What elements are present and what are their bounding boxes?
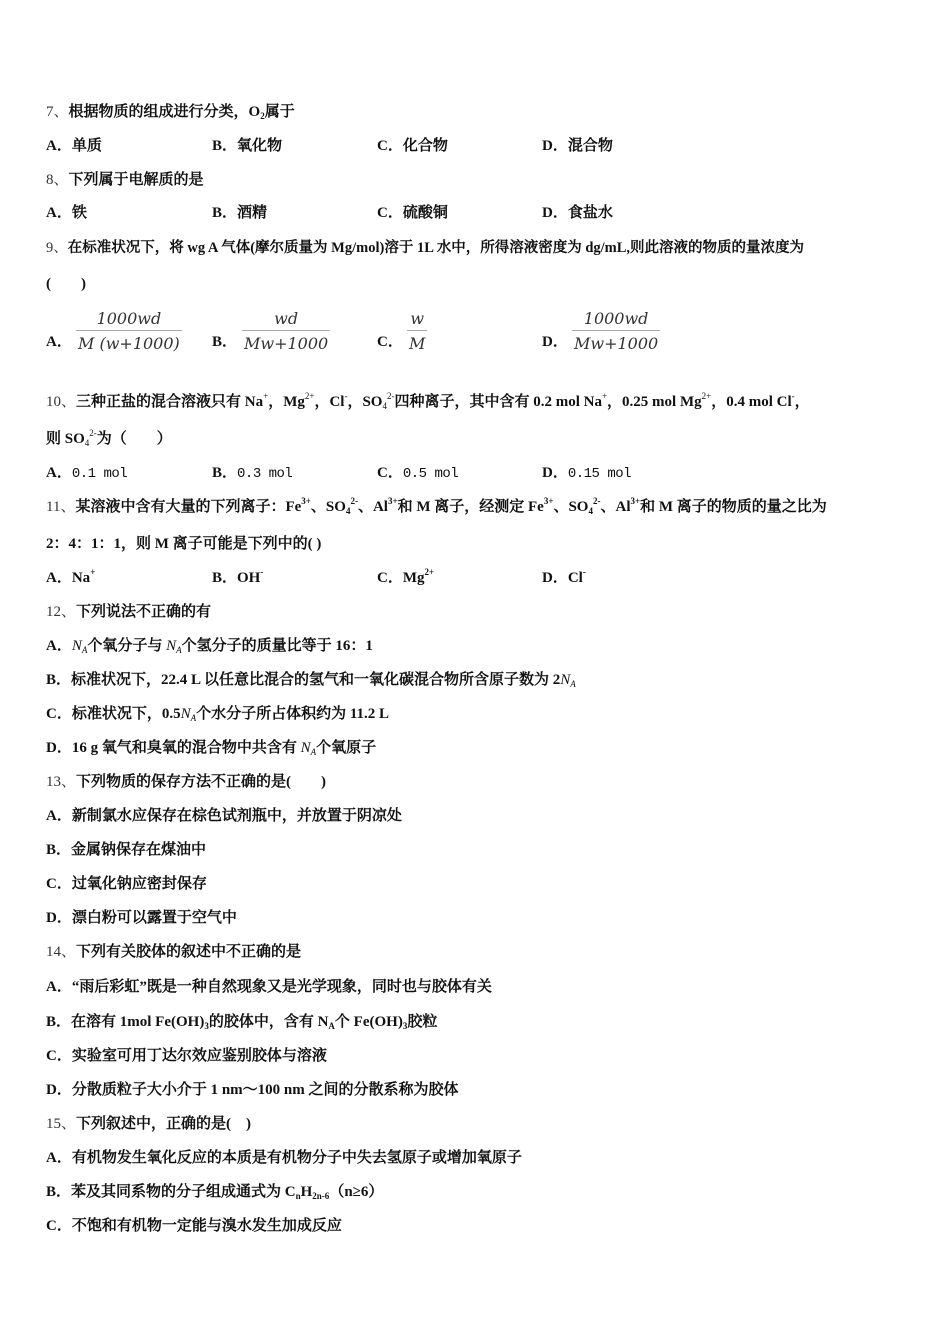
question-8-stem: 8、下列属于电解质的是 bbox=[46, 172, 204, 188]
question-11-stem-cont: 2：4：1：1，则 M 离子可能是下列中的( ) bbox=[46, 536, 322, 552]
question-11-stem: 11、某溶液中含有大量的下列离子：$Fe^{3+}$、$SO_4^{2-}$、$Al^{3+}$和 M 离子，经测定 $Fe^{3+}$、$SO_4^{2-}$、$Al^{3+}$和 M 离子的物质的量之比为 bbox=[46, 496, 827, 516]
fraction: w M bbox=[409, 309, 426, 353]
option-a[interactable]: A． 1000wd M (w+1000) bbox=[46, 309, 180, 353]
question-number: 14、 bbox=[46, 944, 77, 960]
question-number: 12、 bbox=[46, 604, 77, 620]
option-a[interactable]: A．0.1 mol bbox=[46, 465, 128, 482]
question-number: 8、 bbox=[46, 172, 69, 188]
question-12-option-a[interactable]: A．$N_A$个氧分子与 $N_A$个氢分子的质量比等于 16：1 bbox=[46, 638, 373, 655]
question-13-option-b[interactable]: B．金属钠保存在煤油中 bbox=[46, 842, 207, 858]
option-d[interactable]: D．混合物 bbox=[542, 138, 613, 154]
question-12-option-b[interactable]: B．标准状况下，22.4 L 以任意比混合的氢气和一氧化碳混合物所含原子数为 $2N_A$ bbox=[46, 672, 576, 689]
option-d[interactable]: D．食盐水 bbox=[542, 205, 613, 221]
question-9-stem-cont: ( ) bbox=[46, 276, 86, 292]
question-13-option-d[interactable]: D．漂白粉可以露置于空气中 bbox=[46, 910, 237, 926]
question-11-options bbox=[46, 568, 906, 588]
fraction: wd Mw+1000 bbox=[244, 309, 329, 353]
question-14-stem: 14、下列有关胶体的叙述中不正确的是 bbox=[46, 944, 302, 960]
question-13-option-c[interactable]: C．过氧化钠应密封保存 bbox=[46, 876, 207, 892]
option-b[interactable]: B．0.3 mol bbox=[212, 465, 293, 482]
question-15-stem: 15、下列叙述中，正确的是( ) bbox=[46, 1116, 252, 1132]
question-14-option-c[interactable]: C．实验室可用丁达尔效应鉴别胶体与溶液 bbox=[46, 1048, 327, 1064]
question-15-option-b[interactable]: B．苯及其同系物的分子组成通式为 $C_nH_{2n-6}(n\ge 6)$ bbox=[46, 1184, 384, 1201]
question-number: 11、 bbox=[46, 499, 76, 515]
option-c[interactable]: C．0.5 mol bbox=[377, 465, 459, 482]
question-14-option-d[interactable]: D．分散质粒子大小介于 1 nm～100 nm 之间的分散系称为胶体 bbox=[46, 1082, 459, 1098]
question-number: 9、 bbox=[46, 240, 68, 256]
question-number: 7、 bbox=[46, 104, 69, 120]
option-b[interactable]: B．氧化物 bbox=[212, 138, 283, 154]
question-14-option-b[interactable]: B．在溶有 1mol $Fe(OH)_3$的胶体中，含有 $N_A$个 $Fe(OH)_3$胶粒 bbox=[46, 1014, 438, 1031]
fraction: 1000wd M (w+1000) bbox=[78, 309, 180, 353]
question-15-option-c[interactable]: C．不饱和有机物一定能与溴水发生加成反应 bbox=[46, 1218, 342, 1234]
question-15-option-a[interactable]: A．有机物发生氧化反应的本质是有机物分子中失去氢原子或增加氧原子 bbox=[46, 1150, 522, 1166]
option-b[interactable]: B．酒精 bbox=[212, 205, 268, 221]
option-d[interactable]: D．Cl- bbox=[542, 567, 586, 586]
question-12-option-c[interactable]: C．标准状况下，$0.5N_A$个水分子所占体积约为 11.2 L bbox=[46, 706, 390, 723]
option-b[interactable]: B．OH- bbox=[212, 567, 264, 586]
question-10-options bbox=[46, 463, 906, 483]
question-10-stem-cont: 则 $SO_4^{2-}$为（ ） bbox=[46, 428, 172, 448]
option-c[interactable]: C．硫酸铜 bbox=[377, 205, 448, 221]
question-8-options bbox=[46, 203, 906, 223]
option-c[interactable]: C．$Mg^{2+}$ bbox=[377, 567, 435, 586]
question-13-stem: 13、下列物质的保存方法不正确的是( ) bbox=[46, 774, 327, 790]
option-a[interactable]: A．铁 bbox=[46, 205, 87, 221]
option-a[interactable]: A．Na+ bbox=[46, 567, 96, 586]
fraction-bar bbox=[572, 330, 660, 331]
option-d[interactable]: D．0.15 mol bbox=[542, 465, 632, 482]
fraction-bar bbox=[242, 330, 330, 331]
option-b[interactable]: B． wd Mw+1000 bbox=[212, 309, 329, 353]
question-number: 15、 bbox=[46, 1116, 77, 1132]
question-number: 10、 bbox=[46, 394, 77, 410]
option-a[interactable]: A．单质 bbox=[46, 138, 102, 154]
question-13-option-a[interactable]: A．新制氯水应保存在棕色试剂瓶中，并放置于阴凉处 bbox=[46, 808, 402, 824]
option-d[interactable]: D． 1000wd Mw+1000 bbox=[542, 309, 659, 353]
option-c[interactable]: C． w M bbox=[377, 309, 426, 353]
option-c[interactable]: C．化合物 bbox=[377, 138, 448, 154]
question-14-option-a[interactable]: A．“雨后彩虹”既是一种自然现象又是光学现象，同时也与胶体有关 bbox=[46, 979, 492, 995]
question-12-stem: 12、下列说法不正确的有 bbox=[46, 604, 212, 620]
question-12-option-d[interactable]: D．16 g 氧气和臭氧的混合物中共含有 $N_A$个氧原子 bbox=[46, 740, 377, 757]
fraction-bar bbox=[76, 330, 182, 331]
question-number: 13、 bbox=[46, 774, 77, 790]
fraction: 1000wd Mw+1000 bbox=[574, 309, 659, 353]
question-9-stem: 9、在标准状况下，将 wg A 气体(摩尔质量为 Mg/mol)溶于 1L 水中，所得溶液密度为 dg/mL,则此溶液的物质的量浓度为 bbox=[46, 240, 805, 256]
fraction-bar bbox=[407, 330, 427, 331]
question-7-stem: 7、根据物质的组成进行分类，$O_2$属于 bbox=[46, 104, 295, 121]
question-9-options bbox=[46, 308, 906, 360]
question-7-options bbox=[46, 136, 906, 156]
question-10-stem: 10、三种正盐的混合溶液只有 Na+，$Mg^{2+}$，Cl-，$SO_4^{2-}$四种离子，其中含有 0.2 mol Na+，0.25 mol $Mg^{2+}$，0.4 mol Cl-， bbox=[46, 391, 810, 411]
